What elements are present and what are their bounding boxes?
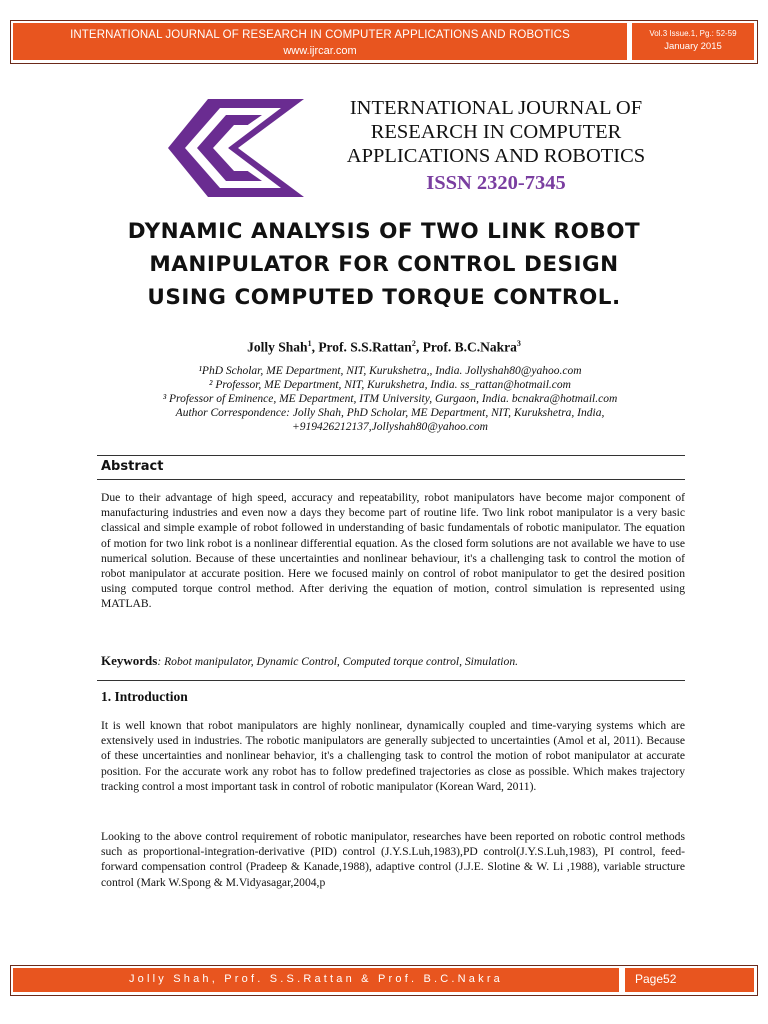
journal-name-line: APPLICATIONS AND ROBOTICS	[346, 145, 646, 167]
author-name: Jolly Shah	[247, 339, 308, 355]
section-divider	[97, 680, 685, 681]
header-issue-panel	[632, 23, 754, 60]
paper-title	[40, 215, 728, 314]
paper-title-line: DYNAMIC ANALYSIS OF TWO LINK ROBOT	[127, 219, 641, 244]
affiliation-line: ² Professor, ME Department, NIT, Kurukshetra, India. ss_rattan@hotmail.com	[209, 379, 571, 391]
introduction-paragraph: It is well known that robot manipulators are highly nonlinear, dynamically coupled and time-varying systems which are extensively used in industries. The robotic manipulators are generally subjected to uncertainties (Amol et al, 2011). Because of these uncertainties and nonlinear behavior, it's a challenging task to control the motion of robot manipulator at accurate position. For the accurate work any robot has to follow predefined trajectories as close as possible. Which makes trajectory tracking control a most important task in control of robotic manipulator (Korean Ward, 2011).	[101, 719, 685, 793]
header-date: January 2015	[664, 41, 722, 52]
affiliation-line: ³ Professor of Eminence, ME Department, ITM University, Gurgaon, India. bcnakra@hotmail.com	[162, 393, 618, 405]
journal-header-band	[10, 20, 758, 64]
section-divider	[97, 455, 685, 456]
footer-page-number: Page52	[635, 972, 677, 986]
header-journal-url[interactable]: www.ijrcar.com	[283, 45, 357, 57]
paper-title-line: MANIPULATOR FOR CONTROL DESIGN	[149, 252, 619, 277]
author-affil-mark: 2	[411, 339, 416, 348]
keywords-label: Keywords	[101, 653, 158, 668]
page-footer-band	[10, 965, 758, 996]
abstract-text: Due to their advantage of high speed, accuracy and repeatability, robot manipulators have become major component of manufacturing industries and even now a days they become part of routine life. Two link robot manipulator is a very basic classical and simple example of robot followed in understanding of basic fundamentals of robotic manipulator. The equation of motion for two link robot is a nonlinear differential equation. As the closed form solutions are not available we have to use numerical solution. Because of these uncertainties and nonlinear behaviour, it's a challenging task to control the motion of robot manipulator at accurate position. Here we focused mainly on control of robot manipulator to get the desired position using computed torque control method. After deriving the equation of motion, control simulation is represented using MATLAB.	[101, 491, 685, 611]
author-list	[0, 339, 768, 356]
header-journal-title: INTERNATIONAL JOURNAL OF RESEARCH IN COMPUTER APPLICATIONS AND ROBOTICS	[70, 29, 570, 41]
introduction-heading: 1. Introduction	[101, 689, 188, 704]
journal-name-line: RESEARCH IN COMPUTER	[370, 121, 622, 143]
keywords-text: : Robot manipulator, Dynamic Control, Computed torque control, Simulation.	[157, 655, 519, 668]
footer-authors-panel	[13, 968, 619, 992]
journal-name-block	[318, 96, 674, 168]
author-separator: ,	[415, 339, 423, 355]
abstract-heading: Abstract	[101, 459, 164, 474]
author-name: Prof. B.C.Nakra	[422, 339, 517, 355]
header-main-panel	[13, 23, 627, 60]
affiliation-line: Author Correspondence: Jolly Shah, PhD Scholar, ME Department, NIT, Kurukshetra, India,	[175, 407, 605, 419]
keywords-line	[101, 653, 685, 669]
header-volume: Vol.3 Issue.1, Pg.: 52-59	[649, 29, 737, 38]
author-separator: ,	[311, 339, 319, 355]
introduction-paragraph: Looking to the above control requirement of robotic manipulator, researches have been reported on robotic control methods such as proportional-integration-derivative (PID) control (J.Y.S.Luh,1983),PD control(J.Y.S.Luh,1983), PI control, feed-forward compensation control (Pradeep & Kanade,1988), adaptive control (J.J.E. Slotine & W. Li ,1988), variable structure control (Mark W.Spong & M.Vidyasagar,2004,p	[101, 830, 685, 889]
section-divider	[97, 479, 685, 480]
journal-logo-icon	[168, 99, 304, 197]
affiliation-line: ¹PhD Scholar, ME Department, NIT, Kurukshetra,, India. Jollyshah80@yahoo.com	[198, 365, 582, 377]
affiliation-line: +919426212137,Jollyshah80@yahoo.com	[292, 421, 488, 433]
journal-issn: ISSN 2320-7345	[426, 172, 566, 194]
author-affil-mark: 3	[516, 339, 521, 348]
journal-name-line: INTERNATIONAL JOURNAL OF	[349, 97, 643, 119]
footer-page-panel	[625, 968, 754, 992]
paper-title-line: USING COMPUTED TORQUE CONTROL.	[147, 285, 621, 310]
author-affil-mark: 1	[307, 339, 312, 348]
author-name: Prof. S.S.Rattan	[318, 339, 412, 355]
footer-authors: Jolly Shah, Prof. S.S.Rattan & Prof. B.C.Nakra	[128, 973, 504, 985]
